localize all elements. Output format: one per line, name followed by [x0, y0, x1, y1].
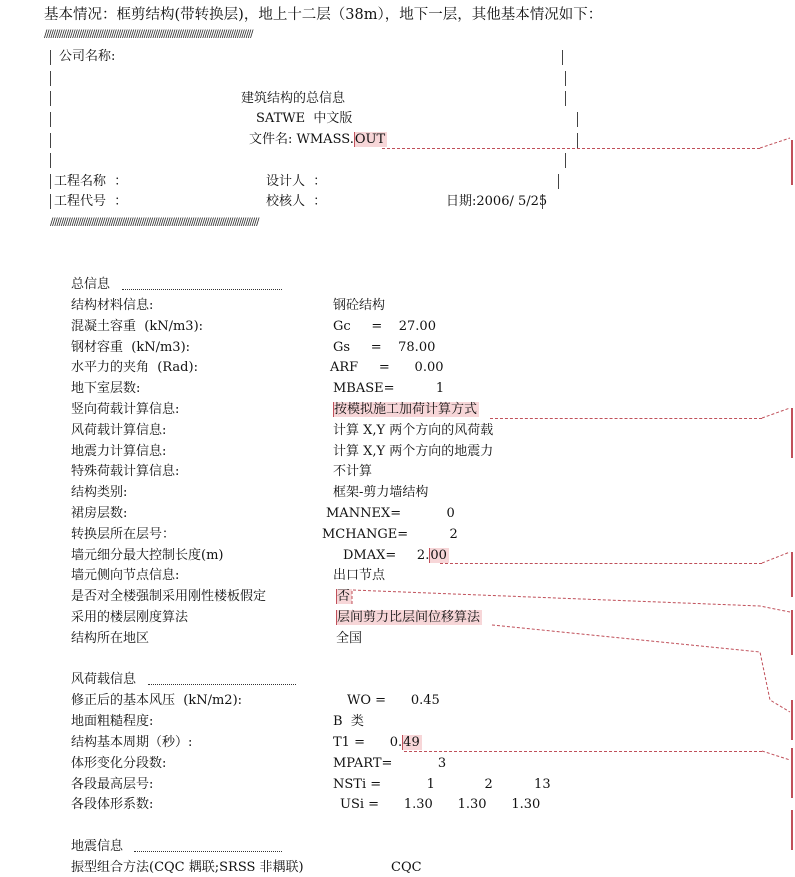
- separator-bottom: ////////////////////////////////////////////////////////////////////////////////////////////////: [50, 217, 259, 228]
- rigid-floor-highlight: 否: [337, 589, 351, 604]
- file-name-label: 文件名: WMASS.: [249, 132, 354, 147]
- stiffness-highlight: 层间剪力比层间位移算法: [337, 610, 481, 625]
- project-name-label: 工程名称 ：: [54, 174, 128, 189]
- doc-title: 建筑结构的总信息: [241, 91, 346, 106]
- dmax-highlight: 00: [430, 548, 447, 563]
- seismic-heading: 地震信息: [71, 839, 124, 854]
- file-ext-highlight: OUT: [354, 132, 386, 147]
- project-code-label: 工程代号 ：: [54, 194, 128, 209]
- date-value: 2006/ 5/25: [476, 194, 548, 209]
- period-highlight: 49: [403, 735, 420, 750]
- general-heading: 总信息: [71, 277, 111, 292]
- date-label: 日期:: [446, 194, 477, 209]
- vertical-load-highlight: 按模拟施工加荷计算方式: [334, 402, 478, 417]
- program-name: SATWE 中文版: [256, 111, 353, 126]
- wind-heading: 风荷载信息: [71, 672, 137, 687]
- checker-label: 校核人 ：: [266, 194, 327, 209]
- separator-top: ////////////////////////////////////////////////////////////////////////////////////////////////: [44, 29, 253, 40]
- company-label: 公司名称:: [59, 49, 116, 64]
- designer-label: 设计人 ：: [266, 174, 327, 189]
- intro-line: 基本情况：框剪结构(带转换层)，地上十二层（38m），地下一层，其他基本情况如下：: [44, 7, 603, 23]
